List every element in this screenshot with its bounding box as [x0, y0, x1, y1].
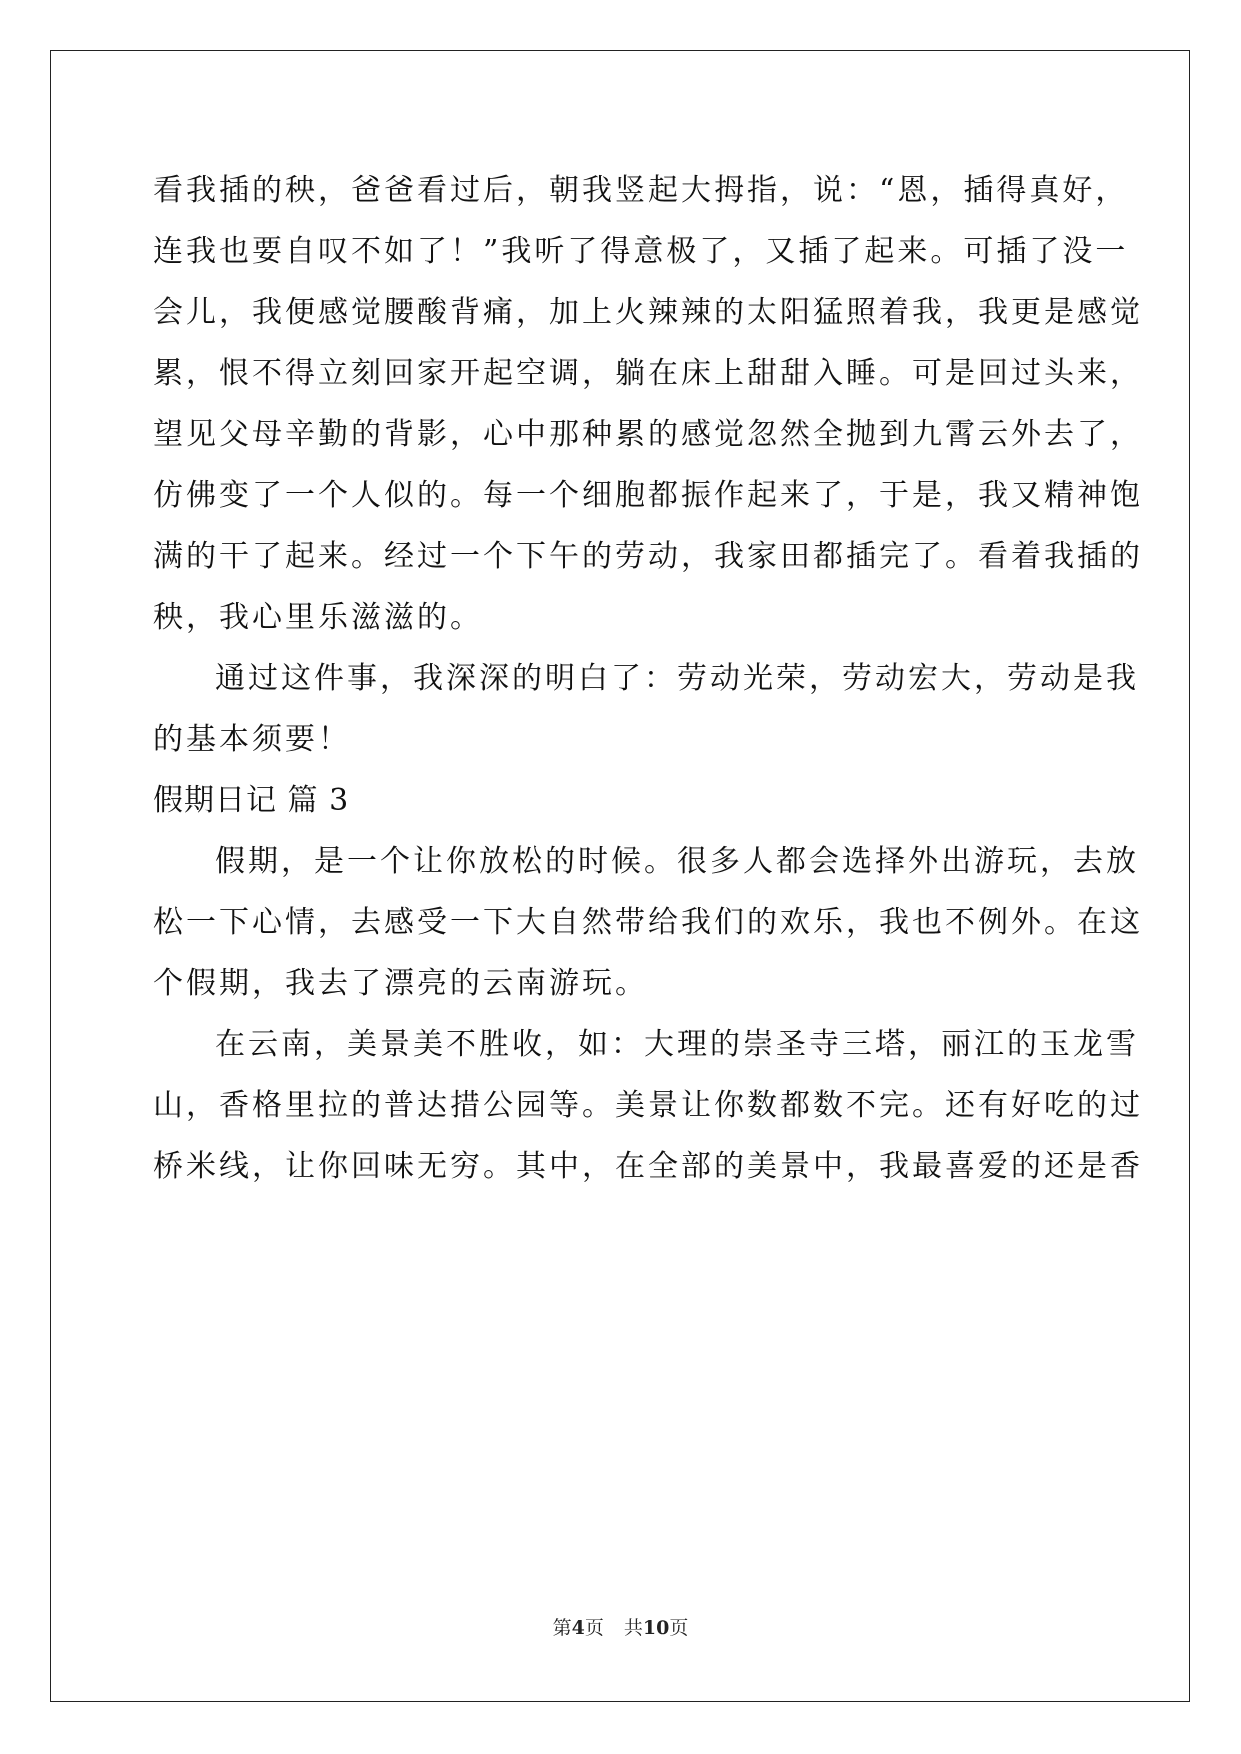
total-pages: 10	[642, 1617, 670, 1639]
text-line: 满的干了起来。经过一个下午的劳动，我家田都插完了。看着我插的	[153, 539, 1143, 574]
text-line: 个假期，我去了漂亮的云南游玩。	[153, 966, 648, 1001]
text-line: 在云南，美景美不胜收，如：大理的崇圣寺三塔，丽江的玉龙雪	[215, 1027, 1139, 1062]
text-line: 会儿，我便感觉腰酸背痛，加上火辣辣的太阳猛照着我，我更是感觉	[153, 295, 1143, 330]
document-body	[153, 160, 1143, 1197]
text-line: 松一下心情，去感受一下大自然带给我们的欢乐，我也不例外。在这	[153, 905, 1143, 940]
page-number: 4	[571, 1617, 585, 1639]
text-line: 山，香格里拉的普达措公园等。美景让你数都数不完。还有好吃的过	[153, 1088, 1143, 1123]
text-line: 桥米线，让你回味无穷。其中，在全部的美景中，我最喜爱的还是香	[153, 1149, 1143, 1184]
text-line: 的基本须要！	[153, 722, 351, 757]
text-line: 连我也要自叹不如了！”我听了得意极了，又插了起来。可插了没一	[153, 234, 1129, 269]
total-prefix: 共	[623, 1617, 643, 1639]
total-suffix: 页	[669, 1617, 689, 1639]
text-line: 望见父母辛勤的背影，心中那种累的感觉忽然全抛到九霄云外去了，	[153, 417, 1143, 452]
text-line: 仿佛变了一个人似的。每一个细胞都振作起来了，于是，我又精神饱	[153, 478, 1143, 513]
page-prefix: 第	[552, 1617, 572, 1639]
text-line: 秧，我心里乐滋滋的。	[153, 600, 483, 635]
page-footer	[0, 1613, 1241, 1640]
text-line: 累，恨不得立刻回家开起空调，躺在床上甜甜入睡。可是回过头来，	[153, 356, 1143, 391]
text-line: 看我插的秧，爸爸看过后，朝我竖起大拇指，说：“恩，插得真好，	[153, 173, 1129, 208]
section-heading: 假期日记 篇 3	[153, 783, 350, 818]
page-suffix: 页	[584, 1617, 604, 1639]
text-line: 通过这件事，我深深的明白了：劳动光荣，劳动宏大，劳动是我	[215, 661, 1139, 696]
text-line: 假期，是一个让你放松的时候。很多人都会选择外出游玩，去放	[215, 844, 1139, 879]
